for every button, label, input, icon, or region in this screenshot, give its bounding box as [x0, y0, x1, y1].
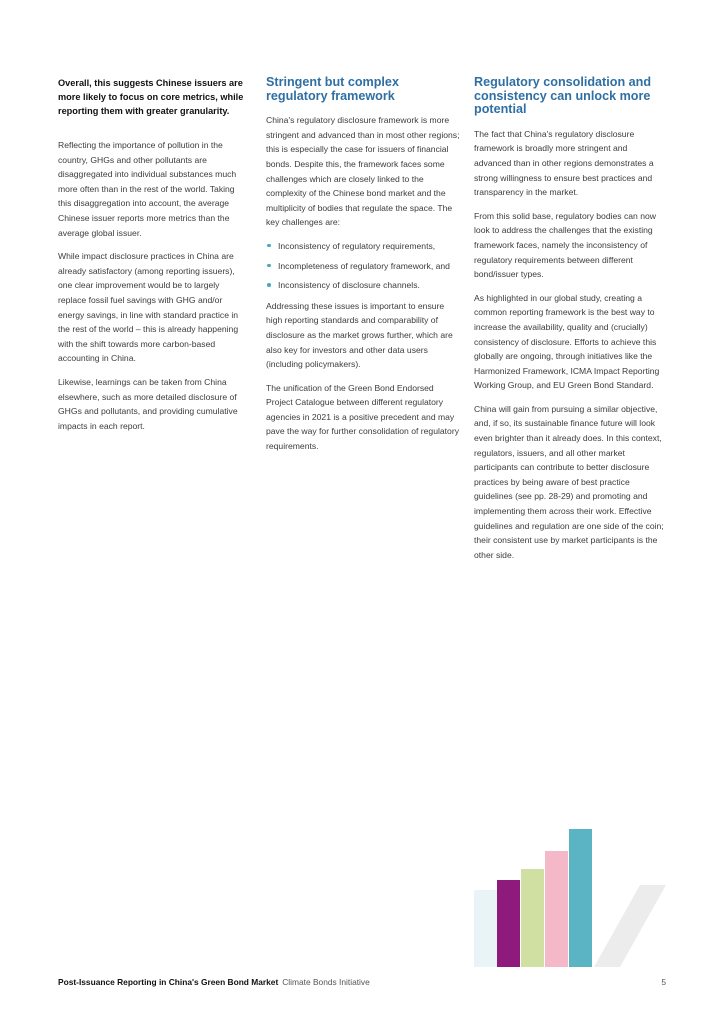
organization-name: Climate Bonds Initiative — [282, 977, 370, 987]
bar-1 — [474, 890, 497, 967]
body-paragraph: Reflecting the importance of pollution in the country, GHGs and other pollutants are disaggregated into individual substances much more often than in the rest of the world. Taking this disaggregation into account, the average Chinese issuer reports more metrics than the average global issuer. — [58, 140, 237, 238]
body-paragraph: China will gain from pursuing a similar objective, and, if so, its sustainable finance future will look even brighter than it already does. In this context, regulators, issuers, and all other market participants can contribute to better disclosure practices by being aware of best practice guidelines (see pp. 28-29) and promoting and implementing them across their work. Effective guidelines and regulation are one side of the coin; their consistent use by market participants is the other side. — [474, 403, 664, 560]
list-item: Inconsistency of regulatory requirements, — [266, 239, 460, 254]
decorative-bar-graphic — [470, 825, 666, 967]
column-left — [58, 76, 246, 442]
bar-2 — [497, 880, 520, 967]
body-paragraph: While impact disclosure practices in China are already satisfactory (among reporting issuers), one clear improvement would be to largely replace fossil fuel savings with GHG and/or energy savings, in line with standard practice in the rest of the world – this is already happening with the shift towards more carbon-based accounting in China. — [58, 251, 239, 364]
section-heading-regulatory-consolidation: Regulatory consolidation and consistency can unlock more potential — [474, 75, 652, 117]
report-title: Post-Issuance Reporting in China's Green Bond Market — [58, 977, 279, 987]
challenges-list — [266, 239, 460, 293]
body-paragraph: From this solid base, regulatory bodies can now look to address the challenges that the existing framework faces, namely the inconsistency of regulatory requirements between different bond/issuer types. — [474, 210, 656, 280]
body-paragraph: As highlighted in our global study, creating a common reporting framework is the best way to increase the availability, quality and (crucially) consistency of disclosure. Efforts to achieve this globally are ongoing, through initiatives like the Harmonized Framework, ICMA Impact Reporting Working Group, and EU Green Bond Standard. — [474, 292, 660, 391]
bar-5 — [569, 829, 592, 967]
body-paragraph: Likewise, learnings can be taken from China elsewhere, such as more detailed disclosure of GHGs and pollutants, and providing cumulative impacts in each report. — [58, 376, 238, 431]
page-footer — [58, 977, 666, 987]
page-number: 5 — [661, 977, 666, 987]
body-paragraph: China's regulatory disclosure framework is more stringent and advanced than in most other regions; this is especially the case for issuers of financial bonds. Despite this, the framework faces some challenges which are closely linked to the complexity of the Chinese bond market and the multiplicity of bodies that regulate the space. The key challenges are: — [266, 115, 460, 228]
list-item: Inconsistency of disclosure channels. — [266, 278, 460, 293]
body-paragraph: The fact that China's regulatory disclosure framework is broadly more stringent and advanced than in other regions demonstrates a strong willingness to ensure best practices and transparency in the market. — [474, 128, 654, 198]
body-paragraph: Addressing these issues is important to ensure high reporting standards and comparability of disclosure as the market grows further, which are also key for investors and other data users (including policymakers). — [266, 300, 453, 370]
body-paragraph: The unification of the Green Bond Endorsed Project Catalogue between different regulatory agencies in 2021 is a positive precedent and may pave the way for further consolidation of regulatory requirements. — [266, 382, 459, 452]
bar-4 — [545, 851, 568, 967]
column-right — [474, 76, 666, 571]
column-middle — [266, 76, 460, 463]
list-item: Incompleteness of regulatory framework, and — [266, 259, 460, 274]
lead-paragraph: Overall, this suggests Chinese issuers are more likely to focus on core metrics, while reporting them with greater granularity. — [58, 78, 244, 116]
bar-3 — [521, 869, 544, 967]
section-heading-stringent-framework: Stringent but complex regulatory framework — [266, 75, 399, 103]
